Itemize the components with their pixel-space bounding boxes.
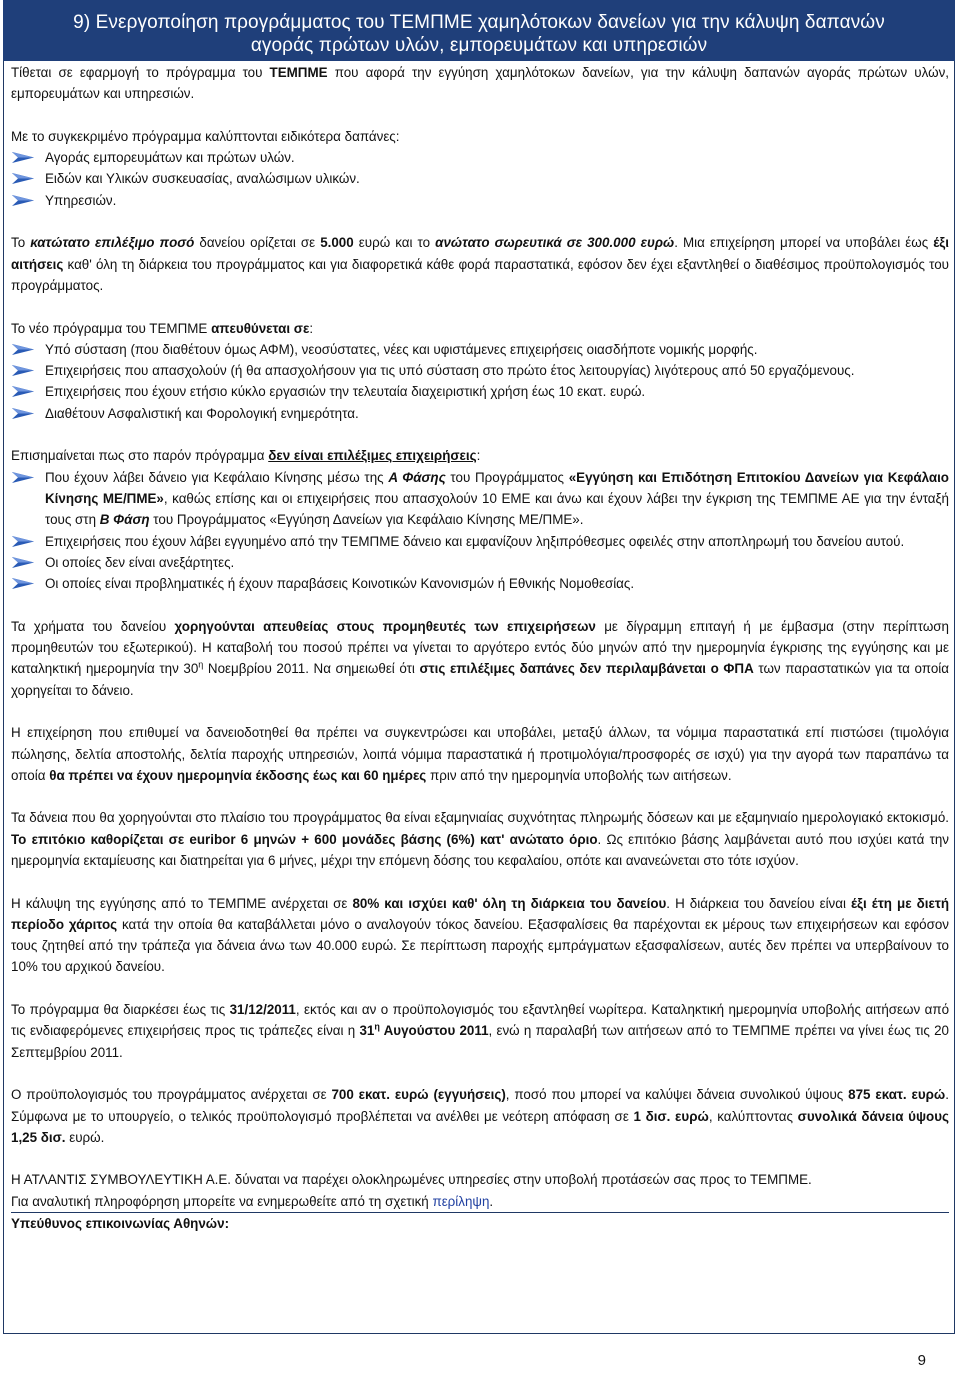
amounts-paragraph: Το κατώτατο επιλέξιμο ποσό δανείου ορίζεται σε 5.000 ευρώ και το ανώτατο σωρευτικά σε 300.000 ευρώ. Μια επιχείρηση μπορεί να υποβάλει έως έξι αιτήσεις καθ' όλη τη διάρκεια του προγράμματος και για διαφορετικά κάθε φορά παραστατικά, εφόσον δεν έχει εξαντληθεί ο διαθέσιμος προϋπολογισμός του προγράμματος. (11, 235, 949, 293)
bullet-arrow-icon (11, 194, 35, 207)
list-item: Επιχειρήσεις που έχουν ετήσιο κύκλο εργασιών την τελευταία διαχειριστική χρήση έως 10 εκατ. ευρώ. (11, 381, 949, 402)
closing-line-2: Για αναλυτική πληροφόρηση μπορείτε να ενημερωθείτε από τη σχετική περίληψη. (11, 1193, 494, 1209)
bullet-arrow-icon (11, 535, 35, 548)
section-title (3, 0, 955, 57)
bullet-arrow-icon (11, 364, 35, 377)
closing-line-1: Η ΑΤΛΑΝΤΙΣ ΣΥΜΒΟΥΛΕΥΤΙΚΗ Α.Ε. δύναται να παρέχει ολοκληρωμένες υπηρεσίες στην υποβολή προτάσεών σας προς το ΤΕΜΠΜΕ. (11, 1172, 812, 1188)
list-item: Διαθέτουν Ασφαλιστική και Φορολογική ενημερότητα. (11, 403, 949, 424)
list-item: Ειδών και Υλικών συσκευασίας, αναλώσιμων υλικών. (11, 168, 949, 189)
intro-paragraph: Τίθεται σε εφαρμογή το πρόγραμμα του ΤΕΜΠΜΕ που αφορά την εγγύηση χαμηλότοκων δανείων, για την κάλυψη δαπανών αγοράς πρώτων υλών, εμπορευμάτων και υπηρεσιών. (11, 65, 949, 102)
document-body (11, 62, 949, 1234)
repayment-paragraph: Τα δάνεια που θα χορηγούνται στο πλαίσιο του προγράμματος θα είναι εξαμηνιαίας συχνότητας πληρωμής δόσεων και με εξαμηνιαίο ημερολογιακό εκτοκισμό. Το επιτόκιο καθορίζεται σε euribor 6 μηνών + 600 μονάδες βάσης (6%) κατ' ανώτατο όριο. Ως επιτόκιο βάσης λαμβάνεται αυτό που ισχύει κατά την ημερομηνία εκταμίευσης και διατηρείται για 6 μήνες, μέχρι την επόμενη δόσης του κεφαλαίου, οπότε και ανανεώνεται στο τότε ισχύον. (11, 810, 949, 868)
payment-paragraph: Τα χρήματα του δανείου χορηγούνται απευθείας στους προμηθευτές των επιχειρήσεων με δίγραμμη επιταγή ή με έμβασμα (στην περίπτωση προμηθευτών του εξωτερικού). Η καταβολή του ποσού πρέπει να γίνεται το αργότερο εντός δύο μηνών από την ημερομηνία έγκρισης της εγγύησης και με καταληκτική ημερομηνία την $30^\eta$ Νοεμβρίου 2011. Να σημειωθεί ότι στις επιλέξιμες δαπάνες δεν περιλαμβάνεται ο ΦΠΑ των παραστατικών για τα οποία χορηγείται το δάνειο. (11, 618, 950, 698)
bullet-arrow-icon (11, 471, 35, 484)
bullet-arrow-icon (11, 172, 35, 185)
budget-paragraph: Ο προϋπολογισμός του προγράμματος ανέρχεται σε 700 εκατ. ευρώ (εγγυήσεις), ποσό που μπορεί να καλύψει δάνεια συνολικού ύψους 875 εκατ. ευρώ. Σύμφωνα με το υπουργείο, ο τελικός προϋπολογισμό προβλέπεται να ανέλθει με νεότερη απόφαση σε 1 δισ. ευρώ, καλύπτοντας συνολικά δάνεια ύψους 1,25 δισ. ευρώ. (11, 1087, 949, 1145)
bullet-arrow-icon (11, 577, 35, 590)
contact-heading: Υπεύθυνος επικοινωνίας Αθηνών: (11, 1212, 949, 1234)
list-item: Αγοράς εμπορευμάτων και πρώτων υλών. (11, 147, 949, 168)
list-item: Επιχειρήσεις που απασχολούν (ή θα απασχολήσουν για τις υπό σύσταση στο πρώτο έτος λειτουργίας) λιγότερους από 50 εργαζόμενους. (11, 360, 949, 381)
title-line-1: 9) Ενεργοποίηση προγράμματος του ΤΕΜΠΜΕ χαμηλότοκων δανείων για την κάλυψη δαπανών (73, 12, 885, 33)
targets-heading: Το νέο πρόγραμμα του ΤΕΜΠΜΕ απευθύνεται σε: (11, 320, 314, 336)
section-title-bar (3, 0, 955, 61)
covers-heading: Με το συγκεκριμένο πρόγραμμα καλύπτονται ειδικότερα δαπάνες: (11, 128, 400, 144)
list-item: Επιχειρήσεις που έχουν λάβει εγγυημένο από την ΤΕΜΠΜΕ δάνειο και εμφανίζουν ληξιπρόθεσμες οφειλές στην αποπληρωμή του δανείου αυτού. (11, 531, 949, 552)
bullet-arrow-icon (11, 151, 35, 164)
bullet-arrow-icon (11, 556, 35, 569)
title-line-2: αγοράς πρώτων υλών, εμπορευμάτων και υπηρεσιών (250, 35, 708, 56)
page-number: 9 (917, 1352, 926, 1369)
bullet-arrow-icon (11, 407, 35, 420)
list-item: Οι οποίες δεν είναι ανεξάρτητες. (11, 552, 949, 573)
summary-link[interactable]: περίληψη (432, 1193, 490, 1209)
bullet-arrow-icon (11, 385, 35, 398)
bullet-arrow-icon (11, 343, 35, 356)
list-item: Υπηρεσιών. (11, 190, 949, 211)
excluded-heading: Επισημαίνεται πως στο παρόν πρόγραμμα δεν είναι επιλέξιμες επιχειρήσεις: (11, 448, 481, 464)
documents-paragraph: Η επιχείρηση που επιθυμεί να δανειοδοτηθεί θα πρέπει να συγκεντρώσει και υποβάλει, μεταξύ άλλων, τα νόμιμα παραστατικά επί πιστώσει (τιμολόγια πώλησης, δελτία αποστολής, δελτία παροχής υπηρεσιών, λοιπά νόμιμα παραστατικά ή προτιμολόγια/προσφορές σε ισχύ) για την αγορά των παραπάνω τα οποία θα πρέπει να έχουν ημερομηνία έκδοσης έως και 60 ημέρες πριν από την ημερομηνία υποβολής των αιτήσεων. (11, 725, 949, 783)
duration-paragraph: Το πρόγραμμα θα διαρκέσει έως τις 31/12/2011, εκτός και αν ο προϋπολογισμός του εξαντληθεί νωρίτερα. Καταληκτική ημερομηνία υποβολής αιτήσεων από τις ενδιαφερόμενες επιχειρήσεις προς τις τράπεζες είναι η $31^\eta$ Αυγούστου 2011, ενώ η παραλαβή των αιτήσεων από το ΤΕΜΠΜΕ πρέπει να γίνει έως τις 20 Σεπτεμβρίου 2011. (11, 1002, 950, 1060)
list-item: Οι οποίες είναι προβληματικές ή έχουν παραβάσεις Κοινοτικών Κανονισμών ή Εθνικής Νομοθεσίας. (11, 573, 949, 594)
list-item: Που έχουν λάβει δάνειο για Κεφάλαιο Κίνησης μέσω της Α Φάσης του Προγράμματος «Εγγύηση και Επιδότηση Επιτοκίου Δανείων για Κεφάλαιο Κίνησης ΜΕ/ΠΜΕ», καθώς επίσης και οι επιχειρήσεις που απασχολούν 10 ΕΜΕ και άνω και έχουν λάβει την έγκριση της ΤΕΜΠΜΕ ΑΕ για την ένταξή τους στη Β Φάση του Προγράμματος «Εγγύηση Δανείων για Κεφάλαιο Κίνησης ΜΕ/ΠΜΕ». (11, 467, 949, 531)
guarantee-paragraph: Η κάλυψη της εγγύησης από το ΤΕΜΠΜΕ ανέρχεται σε 80% και ισχύει καθ' όλη τη διάρκεια του δανείου. Η διάρκεια του δανείου είναι έξι έτη με διετή περίοδο χάριτος κατά την οποία θα καταβάλλεται μόνο ο αναλογούν τόκος δανείου. Εξασφαλίσεις θα παρέχονται εκ μέρους των επιχειρήσεων και εφόσον τους ζητηθεί από την τράπεζα για δάνεια άνω των 40.000 ευρώ. Σε περίπτωση παροχής εμπράγματων εξασφαλίσεων, αυτές δεν πρέπει να υπερβαίνουν το 10% του αρχικού δανείου. (11, 895, 949, 975)
list-item: Υπό σύσταση (που διαθέτουν όμως ΑΦΜ), νεοσύστατες, νέες και υφιστάμενες επιχειρήσεις οιασδήποτε νομικής μορφής. (11, 339, 949, 360)
